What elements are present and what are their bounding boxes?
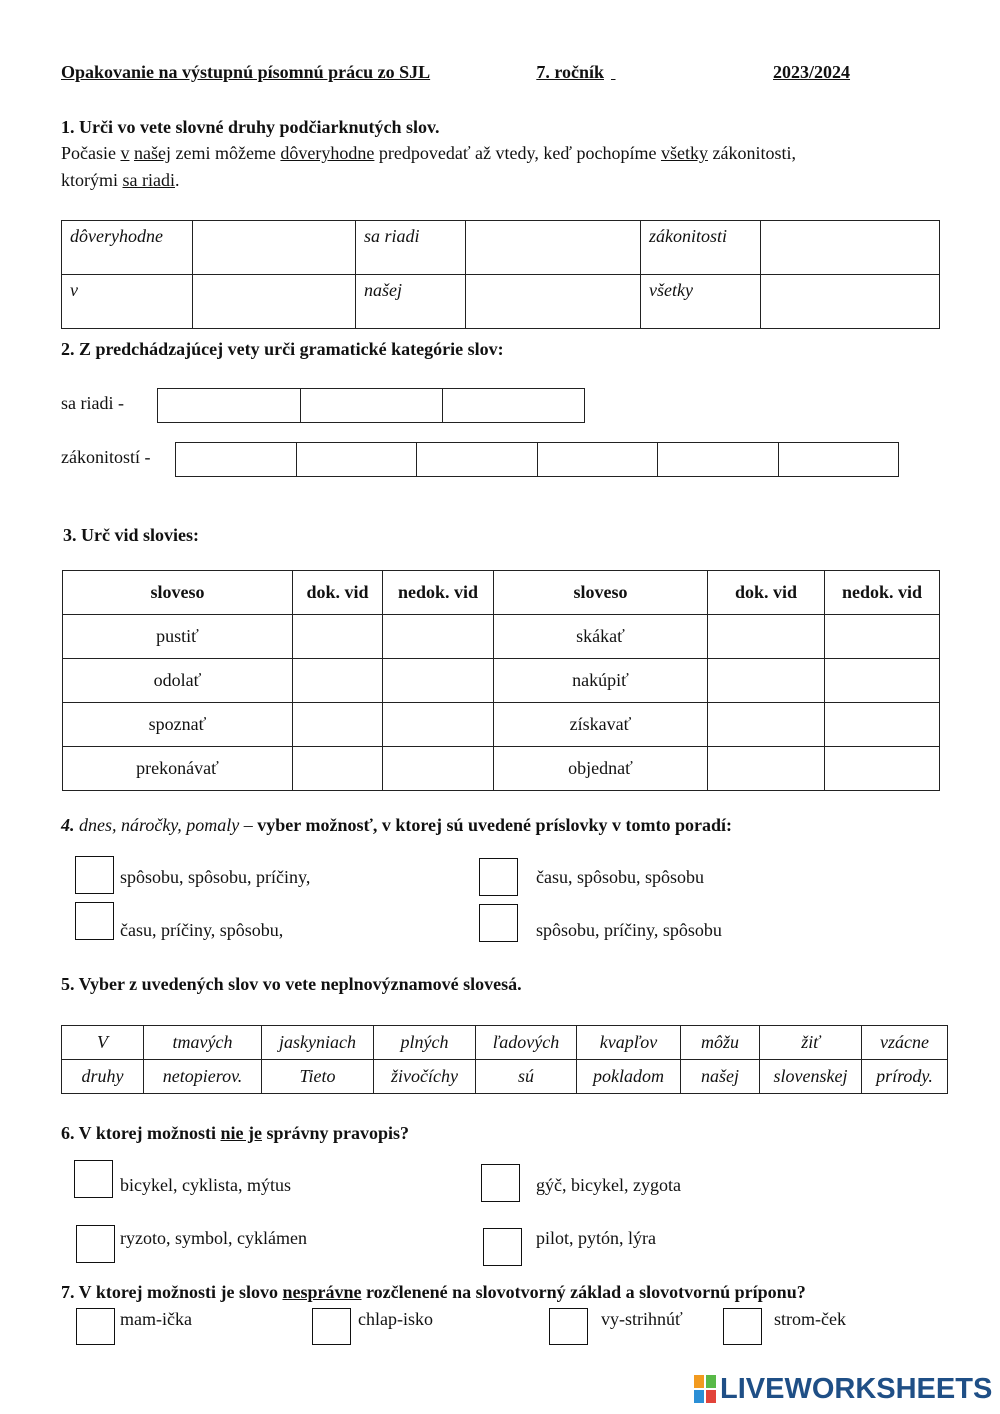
word-cell[interactable]: pokladom — [577, 1060, 681, 1094]
word-cell[interactable]: vzácne — [862, 1026, 948, 1060]
verb-cell: skákať — [494, 615, 708, 659]
verb-cell: pustiť — [63, 615, 293, 659]
word-cell: všetky — [641, 275, 761, 329]
grammar-field[interactable] — [175, 442, 297, 477]
word-cell: v — [62, 275, 193, 329]
verb-cell: prekonávať — [63, 747, 293, 791]
q5-word-table — [61, 1025, 948, 1094]
header-cell: nedok. vid — [383, 571, 494, 615]
word-cell[interactable]: sú — [476, 1060, 577, 1094]
q7-option-checkbox[interactable] — [549, 1308, 588, 1345]
word-cell[interactable]: druhy — [62, 1060, 144, 1094]
aspect-answer-cell[interactable] — [708, 615, 825, 659]
q7-title: 7. V ktorej možnosti je slovo nesprávne rozčlenené na slovotvorný základ a slovotvornú príponu? — [61, 1282, 806, 1302]
q7-option-label: chlap-isko — [358, 1309, 433, 1329]
word-cell[interactable]: žiť — [760, 1026, 862, 1060]
word-cell[interactable]: ľadových — [476, 1026, 577, 1060]
aspect-answer-cell[interactable] — [825, 659, 940, 703]
aspect-answer-cell[interactable] — [708, 747, 825, 791]
aspect-answer-cell[interactable] — [293, 659, 383, 703]
aspect-answer-cell[interactable] — [293, 703, 383, 747]
q7-option-label: vy-strihnúť — [601, 1309, 683, 1329]
q1-title: 1. Urči vo vete slovné druhy podčiarknutých slov. — [61, 117, 440, 137]
word-cell[interactable]: Tieto — [262, 1060, 374, 1094]
grammar-field[interactable] — [537, 442, 658, 477]
q1-sentence-line2: ktorými sa riadi. — [61, 170, 180, 190]
q4-option-checkbox[interactable] — [75, 856, 114, 894]
word-cell[interactable]: jaskyniach — [262, 1026, 374, 1060]
q7-option-checkbox[interactable] — [76, 1308, 115, 1345]
word-cell[interactable]: plných — [374, 1026, 476, 1060]
word-cell[interactable]: tmavých — [144, 1026, 262, 1060]
grammar-field[interactable] — [657, 442, 779, 477]
q7-option-label: mam-ička — [120, 1309, 192, 1329]
answer-cell[interactable] — [193, 221, 356, 275]
q4-title: 4. dnes, náročky, pomaly – vyber možnosť, v ktorej sú uvedené príslovky v tomto poradí: — [61, 815, 733, 835]
q6-title: 6. V ktorej možnosti nie je správny pravopis? — [61, 1123, 410, 1143]
underlined-word: našej — [133, 143, 171, 163]
verb-cell: odolať — [63, 659, 293, 703]
q6-option-label: pilot, pytón, lýra — [536, 1228, 656, 1248]
header-spacer — [611, 62, 773, 83]
q7-option-checkbox[interactable] — [312, 1308, 351, 1345]
grade-label: 7. ročník — [536, 62, 604, 82]
q4-option-label: spôsobu, príčiny, spôsobu — [536, 920, 722, 940]
word-cell[interactable]: môžu — [681, 1026, 760, 1060]
word-cell[interactable]: kvapľov — [577, 1026, 681, 1060]
answer-cell[interactable] — [761, 221, 940, 275]
q4-option-checkbox[interactable] — [479, 858, 518, 896]
word-cell: sa riadi — [356, 221, 466, 275]
logo-text: LIVEWORKSHEETS — [720, 1372, 993, 1405]
q6-option-checkbox[interactable] — [74, 1160, 113, 1198]
word-cell[interactable]: prírody. — [862, 1060, 948, 1094]
word-cell[interactable]: netopierov. — [144, 1060, 262, 1094]
grammar-field[interactable] — [300, 388, 443, 423]
aspect-answer-cell[interactable] — [293, 747, 383, 791]
verb-cell: získavať — [494, 703, 708, 747]
aspect-answer-cell[interactable] — [383, 659, 494, 703]
aspect-answer-cell[interactable] — [708, 659, 825, 703]
header-cell: nedok. vid — [825, 571, 940, 615]
word-cell: zákonitosti — [641, 221, 761, 275]
q3-title: 3. Urč vid slovies: — [63, 525, 199, 545]
grammar-field[interactable] — [442, 388, 585, 423]
answer-cell[interactable] — [466, 221, 641, 275]
q5-title: 5. Vyber z uvedených slov vo vete neplnovýznamové slovesá. — [61, 974, 522, 994]
q1-sentence-line1: Počasie v našej zemi môžeme dôveryhodne predpovedať až vtedy, keď pochopíme všetky zákonitosti, — [61, 143, 796, 163]
logo-squares-icon — [694, 1375, 716, 1403]
word-cell[interactable]: našej — [681, 1060, 760, 1094]
answer-cell[interactable] — [761, 275, 940, 329]
grammar-field[interactable] — [416, 442, 538, 477]
q6-option-checkbox[interactable] — [481, 1164, 520, 1202]
header-cell: dok. vid — [708, 571, 825, 615]
liveworksheets-logo — [694, 1374, 992, 1404]
q6-option-checkbox[interactable] — [483, 1228, 522, 1266]
worksheet-title: Opakovanie na výstupnú písomnú prácu zo SJL — [61, 62, 431, 82]
word-cell[interactable]: slovenskej — [760, 1060, 862, 1094]
underlined-word: sa riadi — [122, 170, 175, 190]
grammar-field[interactable] — [778, 442, 899, 477]
verb-aspect-table — [62, 570, 940, 791]
word-cell: našej — [356, 275, 466, 329]
underlined-word: všetky — [660, 143, 708, 163]
aspect-answer-cell[interactable] — [383, 615, 494, 659]
aspect-answer-cell[interactable] — [383, 703, 494, 747]
aspect-answer-cell[interactable] — [825, 615, 940, 659]
q4-option-label: času, spôsobu, spôsobu — [536, 867, 705, 887]
word-cell[interactable]: V — [62, 1026, 144, 1060]
aspect-answer-cell[interactable] — [708, 703, 825, 747]
header-cell: sloveso — [494, 571, 708, 615]
aspect-answer-cell[interactable] — [293, 615, 383, 659]
answer-cell[interactable] — [466, 275, 641, 329]
underlined-word: v — [120, 143, 130, 163]
verb-cell: nakúpiť — [494, 659, 708, 703]
word-cell: dôveryhodne — [62, 221, 193, 275]
q1-word-class-table — [61, 220, 940, 329]
q7-option-checkbox[interactable] — [723, 1308, 762, 1345]
grammar-field[interactable] — [157, 388, 301, 423]
q7-option-label: strom-ček — [774, 1309, 846, 1329]
header-cell: dok. vid — [293, 571, 383, 615]
aspect-answer-cell[interactable] — [383, 747, 494, 791]
q6-option-label: bicykel, cyklista, mýtus — [120, 1175, 291, 1195]
q6-option-label: ryzoto, symbol, cyklámen — [120, 1228, 307, 1248]
grammar-field[interactable] — [296, 442, 417, 477]
aspect-answer-cell[interactable] — [825, 747, 940, 791]
q4-option-checkbox[interactable] — [75, 902, 114, 940]
verb-cell: spoznať — [63, 703, 293, 747]
q4-option-label: spôsobu, spôsobu, príčiny, — [120, 867, 311, 887]
aspect-answer-cell[interactable] — [825, 703, 940, 747]
q2-title: 2. Z predchádzajúcej vety urči gramatické kategórie slov: — [61, 339, 504, 359]
word-cell[interactable]: živočíchy — [374, 1060, 476, 1094]
underlined-word: dôveryhodne — [280, 143, 375, 163]
answer-cell[interactable] — [193, 275, 356, 329]
header-cell: sloveso — [63, 571, 293, 615]
school-year: 2023/2024 — [773, 62, 851, 82]
verb-cell: objednať — [494, 747, 708, 791]
q4-option-checkbox[interactable] — [479, 904, 518, 942]
q6-option-label: gýč, bicykel, zygota — [536, 1175, 681, 1195]
q6-option-checkbox[interactable] — [76, 1225, 115, 1263]
q4-option-label: času, príčiny, spôsobu, — [120, 920, 284, 940]
q2-label-sa-riadi: sa riadi - — [61, 393, 124, 413]
q2-label-zakonitosti: zákonitostí - — [61, 447, 151, 467]
